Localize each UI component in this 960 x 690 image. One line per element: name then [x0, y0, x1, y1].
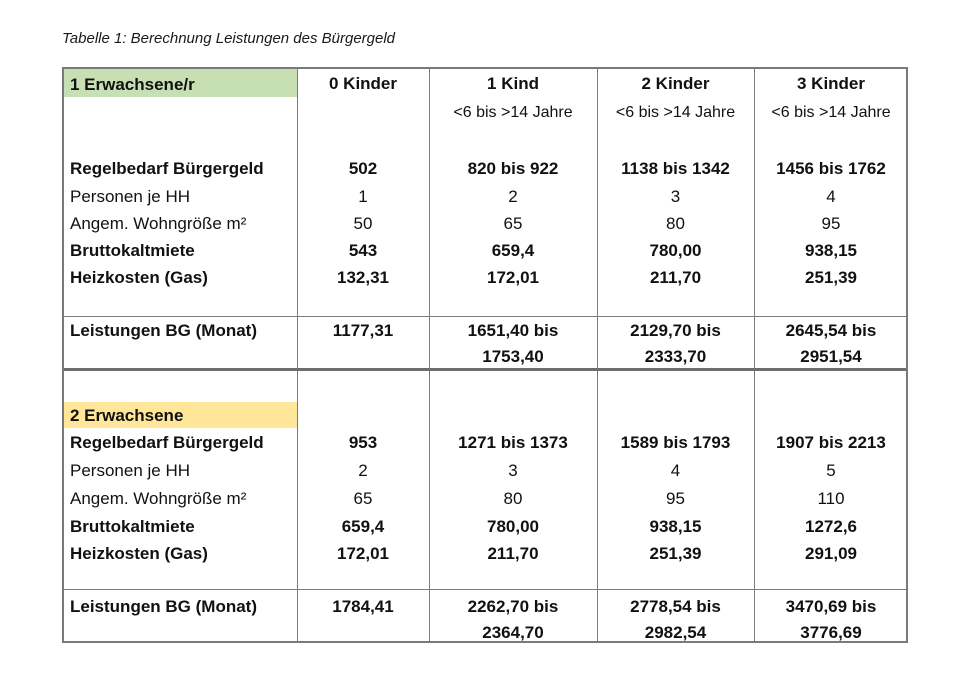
total-cell: 1177,31 [332, 321, 394, 340]
table-cell: 938,15 [649, 517, 702, 536]
table-cell: 1589 bis 1793 [620, 433, 731, 452]
table-cell: 65 [353, 489, 373, 508]
total-cell: 2129,70 bis [630, 321, 721, 340]
section2-title: 2 Erwachsene [70, 406, 184, 425]
section1-title: 1 Erwachsene/r [70, 75, 195, 94]
table-cell: 1907 bis 2213 [776, 433, 886, 452]
total-cell: 1651,40 bis [467, 321, 559, 340]
row-divider [64, 316, 906, 317]
total-cell-continued: 2333,70 [644, 347, 707, 366]
table-cell: 251,39 [649, 544, 702, 563]
row-label: Regelbedarf Bürgergeld [70, 433, 264, 452]
table-cell: 1272,6 [805, 517, 857, 536]
table-cell: 3 [508, 461, 518, 480]
table-cell: 291,09 [805, 544, 857, 563]
table-cell: 938,15 [805, 241, 857, 260]
column-header: 2 Kinder [641, 74, 710, 93]
table-cell: 2 [508, 187, 518, 206]
column-header: 3 Kinder [796, 74, 866, 93]
section-divider [64, 368, 906, 371]
row-divider [64, 589, 906, 590]
table-cell: 780,00 [487, 517, 539, 536]
benefits-table [62, 67, 908, 643]
table-cell: 50 [353, 214, 373, 233]
table-cell: 1456 bis 1762 [776, 159, 886, 178]
total-cell-continued: 2982,54 [644, 623, 707, 642]
table-cell: 65 [503, 214, 523, 233]
table-cell: 780,00 [649, 241, 702, 260]
total-label: Leistungen BG (Monat) [70, 597, 257, 616]
row-label: Bruttokaltmiete [70, 241, 195, 260]
row-label: Regelbedarf Bürgergeld [70, 159, 264, 178]
table-cell: 4 [670, 461, 681, 480]
row-label: Heizkosten (Gas) [70, 544, 208, 563]
table-cell: 1 [358, 187, 368, 206]
total-cell: 3470,69 bis [785, 597, 877, 616]
table-cell: 659,4 [491, 241, 535, 260]
table-cell: 95 [821, 214, 841, 233]
table-cell: 1138 bis 1342 [621, 159, 730, 178]
table-caption: Tabelle 1: Berechnung Leistungen des Bürgergeld [62, 30, 396, 47]
table-cell: 2 [358, 461, 368, 480]
table-cell: 3 [670, 187, 681, 206]
table-cell: 80 [666, 214, 685, 233]
row-label: Angem. Wohngröße m² [70, 489, 247, 508]
table-cell: 80 [503, 489, 523, 508]
total-cell: 1784,41 [332, 597, 394, 616]
total-cell: 2645,54 bis [785, 321, 877, 340]
table-cell: 4 [826, 187, 836, 206]
table-cell: 1271 bis 1373 [458, 433, 568, 452]
column-age-range: <6 bis >14 Jahre [771, 104, 891, 121]
table-cell: 953 [348, 433, 378, 452]
table-cell: 502 [348, 159, 378, 178]
column-age-range: <6 bis >14 Jahre [615, 104, 736, 121]
table-cell: 820 bis 922 [467, 159, 559, 178]
total-label: Leistungen BG (Monat) [70, 321, 257, 340]
table-cell: 172,01 [487, 268, 539, 287]
total-cell: 2778,54 bis [630, 597, 721, 616]
table-cell: 95 [666, 489, 685, 508]
table-cell: 211,70 [487, 544, 539, 563]
table-cell: 172,01 [337, 544, 389, 563]
row-label: Bruttokaltmiete [70, 517, 195, 536]
total-cell: 2262,70 bis [467, 597, 559, 616]
total-cell-continued: 3776,69 [800, 623, 862, 642]
table-cell: 251,39 [805, 268, 857, 287]
column-age-range: <6 bis >14 Jahre [453, 104, 573, 121]
column-header: 1 Kind [487, 74, 539, 93]
table-cell: 5 [826, 461, 836, 480]
column-header: 0 Kinder [328, 74, 398, 93]
row-label: Heizkosten (Gas) [70, 268, 208, 287]
total-cell-continued: 1753,40 [482, 347, 544, 366]
table-cell: 110 [817, 489, 845, 508]
total-cell-continued: 2951,54 [800, 347, 862, 366]
table-cell: 211,70 [649, 268, 702, 287]
table-cell: 659,4 [341, 517, 385, 536]
total-cell-continued: 2364,70 [482, 623, 544, 642]
row-label: Angem. Wohngröße m² [70, 214, 247, 233]
table-cell: 132,31 [337, 268, 389, 287]
row-label: Personen je HH [70, 187, 191, 206]
row-label: Personen je HH [70, 461, 191, 480]
table-cell: 543 [348, 241, 378, 260]
